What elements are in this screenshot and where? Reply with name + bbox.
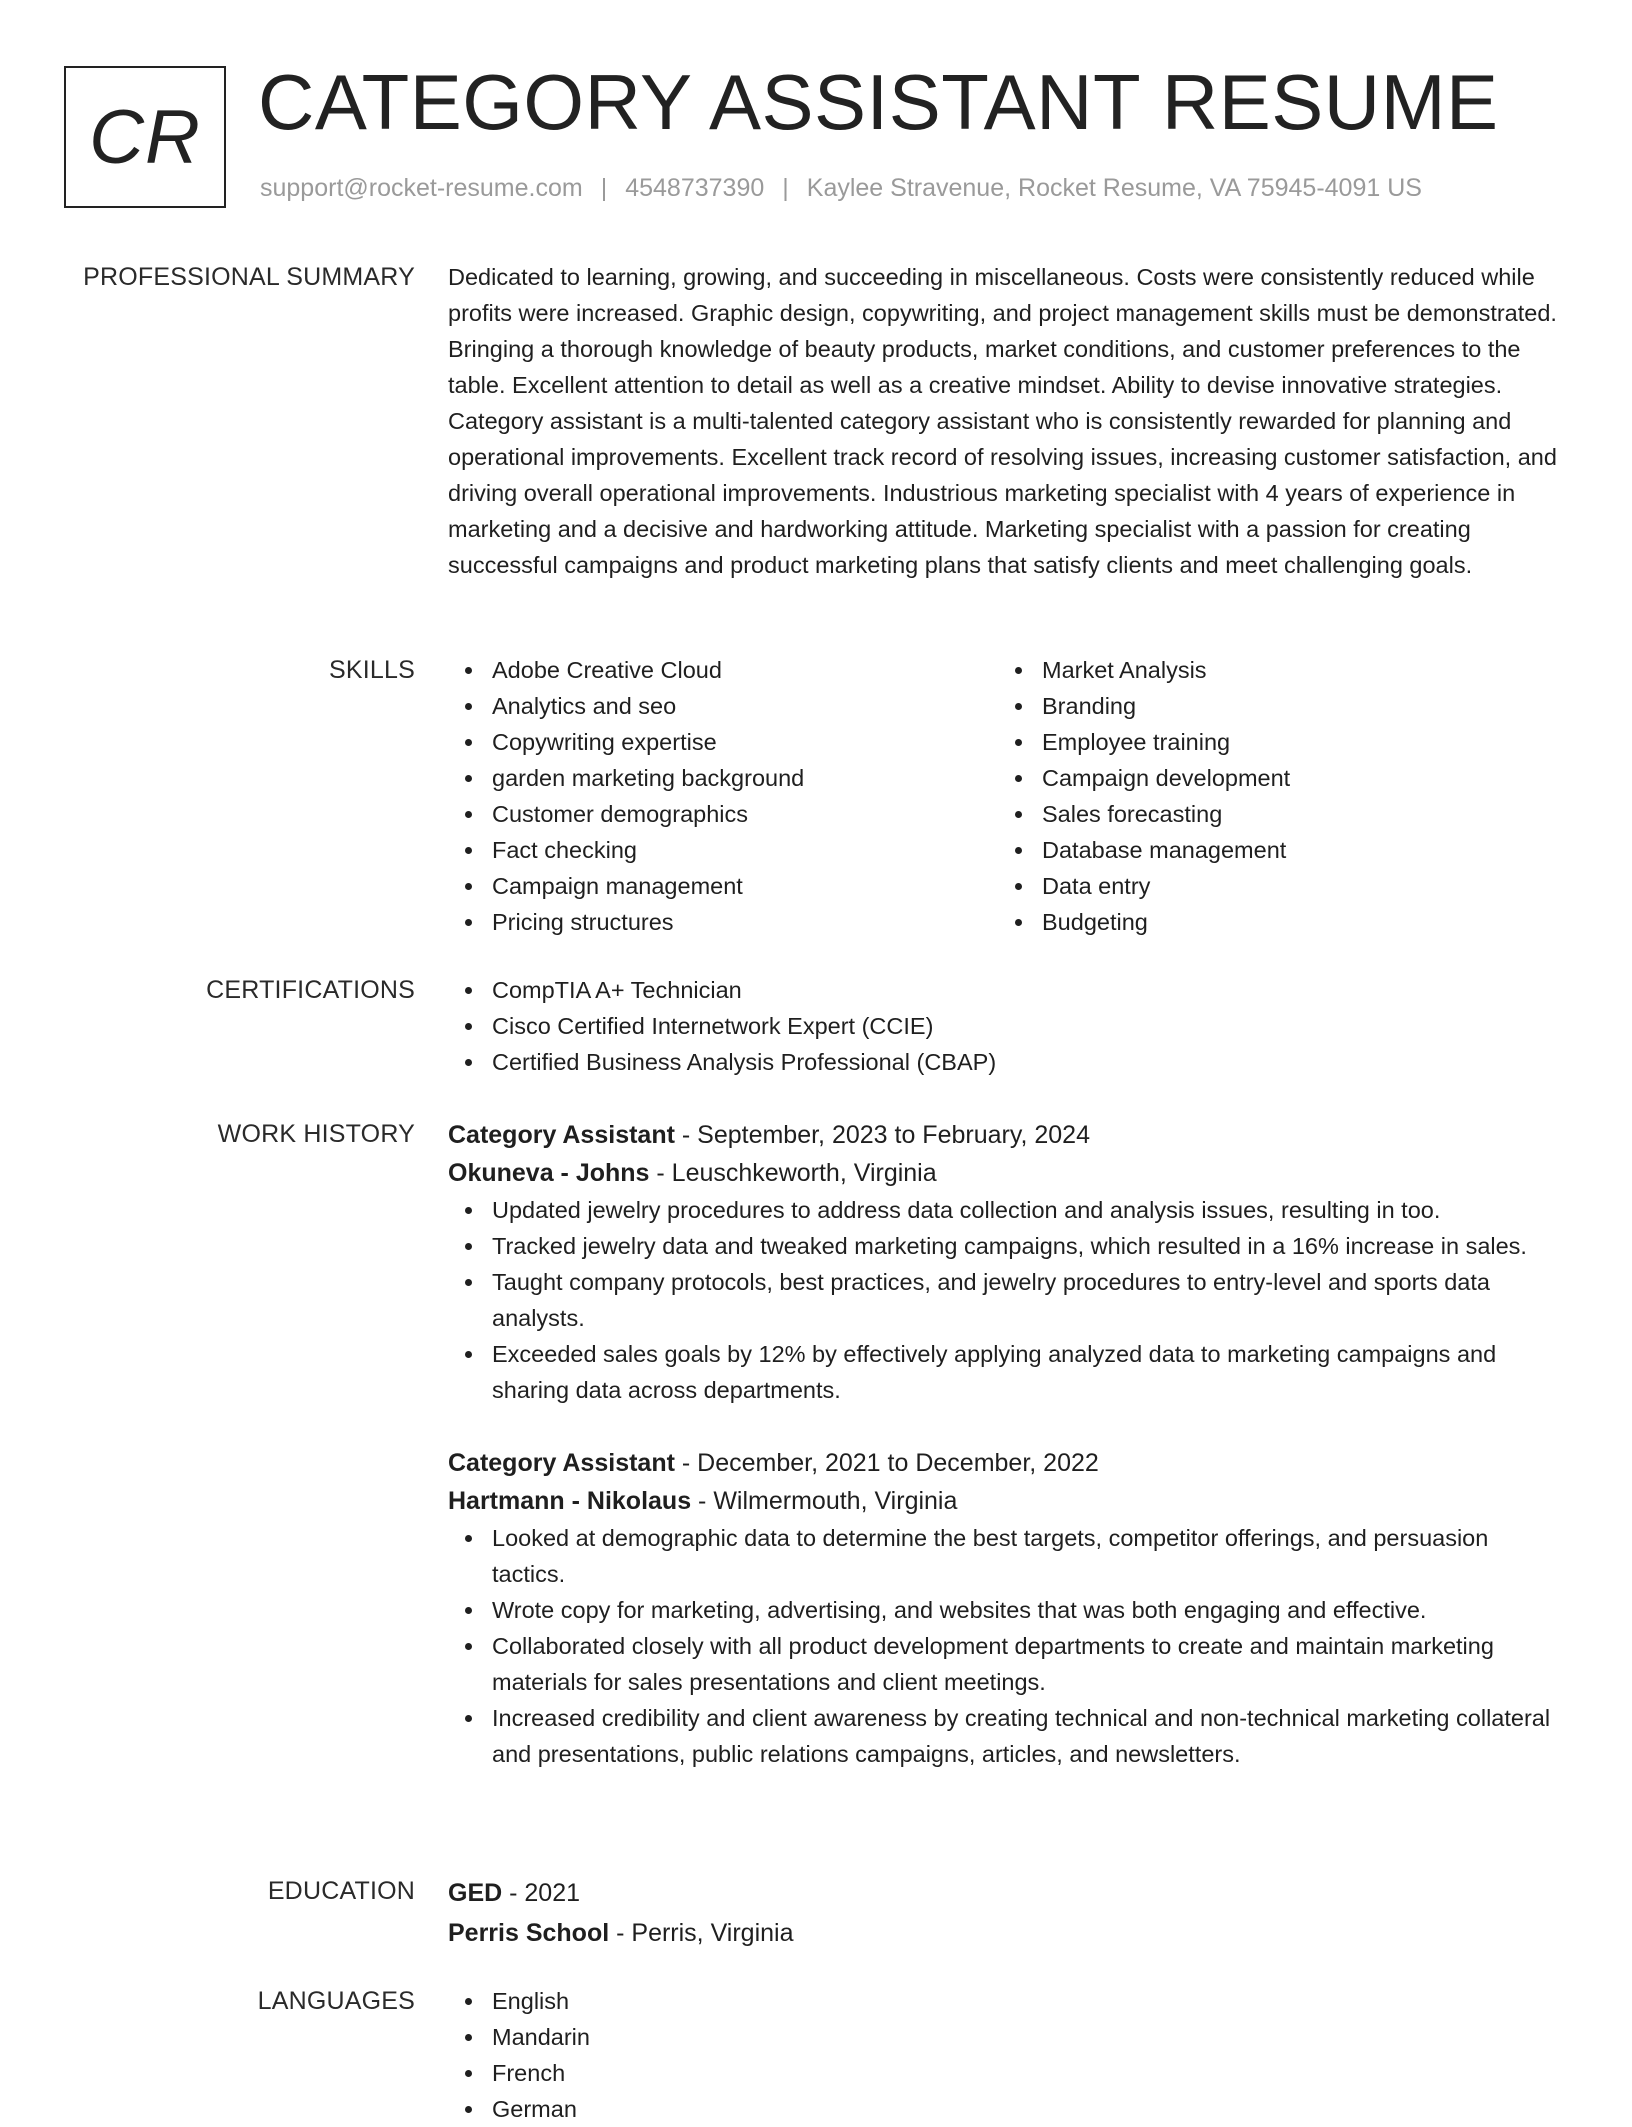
languages-list: [448, 1983, 1563, 2127]
languages-body: [448, 1983, 1563, 2127]
list-item: Increased credibility and client awareness by creating technical and non-technical marketing collateral and presentations, public relations campaigns, articles, and newsletters.: [448, 1700, 1563, 1772]
list-item: Customer demographics: [448, 796, 998, 832]
list-item: Updated jewelry procedures to address data collection and analysis issues, resulting in too.: [448, 1192, 1563, 1228]
list-item: French: [448, 2055, 1563, 2091]
dash: -: [502, 1879, 525, 1907]
list-item: Exceeded sales goals by 12% by effectively applying analyzed data to marketing campaigns and sharing data across departments.: [448, 1336, 1563, 1408]
contact-separator: |: [600, 174, 608, 202]
list-item: Tracked jewelry data and tweaked marketing campaigns, which resulted in a 16% increase in sales.: [448, 1228, 1563, 1264]
list-item: Branding: [998, 688, 1548, 724]
languages-label: LANGUAGES: [257, 1987, 415, 2015]
job-bullets: [448, 1192, 1563, 1408]
skills-body: [448, 652, 1563, 940]
job-title: Category Assistant: [448, 1449, 675, 1477]
list-item: Looked at demographic data to determine the best targets, competitor offerings, and persuasion tactics.: [448, 1520, 1563, 1592]
certifications-label: CERTIFICATIONS: [206, 976, 415, 1004]
education-label: EDUCATION: [267, 1877, 415, 1905]
contact-phone: 4548737390: [625, 174, 765, 202]
list-item: Pricing structures: [448, 904, 998, 940]
list-item: Database management: [998, 832, 1548, 868]
dash: -: [649, 1159, 672, 1187]
dash: -: [609, 1919, 632, 1947]
list-item: garden marketing background: [448, 760, 998, 796]
list-item: Taught company protocols, best practices, and jewelry procedures to entry-level and sports data analysts.: [448, 1264, 1563, 1336]
education-degree: GED: [448, 1879, 503, 1907]
list-item: Certified Business Analysis Professional (CBAP): [448, 1044, 1563, 1080]
list-item: Cisco Certified Internetwork Expert (CCIE): [448, 1008, 1563, 1044]
certifications-body: [448, 972, 1563, 1080]
list-item: German: [448, 2091, 1563, 2127]
job-company: Okuneva - Johns: [448, 1159, 650, 1187]
work-history-label: WORK HISTORY: [217, 1120, 415, 1148]
certifications-list: [448, 972, 1563, 1080]
list-item: English: [448, 1983, 1563, 2019]
list-item: Data entry: [998, 868, 1548, 904]
job-title-line: [448, 1444, 1563, 1482]
list-item: Sales forecasting: [998, 796, 1548, 832]
job-bullets: [448, 1520, 1563, 1772]
list-item: Collaborated closely with all product development departments to create and maintain marketing materials for sales presentations and client meetings.: [448, 1628, 1563, 1700]
education-degree-line: [448, 1873, 1563, 1913]
list-item: CompTIA A+ Technician: [448, 972, 1563, 1008]
contact-address: Kaylee Stravenue, Rocket Resume, VA 75945-4091 US: [806, 174, 1422, 202]
list-item: Copywriting expertise: [448, 724, 998, 760]
resume-title: CATEGORY ASSISTANT RESUME: [258, 58, 1499, 146]
dash: -: [674, 1449, 698, 1477]
job-dates: September, 2023 to February, 2024: [697, 1121, 1090, 1149]
education-school-line: [448, 1913, 1563, 1953]
summary-label: PROFESSIONAL SUMMARY: [83, 263, 415, 291]
summary-body: [448, 259, 1563, 583]
list-item: Analytics and seo: [448, 688, 998, 724]
job-company-line: [448, 1482, 1563, 1520]
education-year: 2021: [524, 1879, 581, 1907]
job-dates: December, 2021 to December, 2022: [697, 1449, 1099, 1477]
job-title: Category Assistant: [448, 1121, 675, 1149]
education-location: Perris, Virginia: [631, 1919, 794, 1947]
monogram-logo: CR: [64, 66, 226, 208]
contact-email: support@rocket-resume.com: [260, 174, 583, 202]
list-item: Campaign management: [448, 868, 998, 904]
list-item: Campaign development: [998, 760, 1548, 796]
dash: -: [691, 1487, 714, 1515]
contact-line: [260, 174, 1422, 203]
job-company-line: [448, 1154, 1563, 1192]
job-entry: [448, 1444, 1563, 1772]
summary-text: Dedicated to learning, growing, and succeeding in miscellaneous. Costs were consistently reduced while profits were increased. Graphic design, copywriting, and project management skills must be demonstrated. Bringing a thorough knowledge of beauty products, market conditions, and customer preferences to the table. Excellent attention to detail as well as a creative mindset. Ability to devise innovative strategies. Category assistant is a multi-talented category assistant who is consistently rewarded for planning and operational improvements. Excellent track record of resolving issues, increasing customer satisfaction, and driving overall operational improvements. Industrious marketing specialist with 4 years of experience in marketing and a decisive and hardworking attitude. Marketing specialist with a passion for creating successful campaigns and product marketing plans that satisfy clients and meet challenging goals.: [448, 264, 1557, 578]
list-item: Employee training: [998, 724, 1548, 760]
skills-list-left: [448, 652, 998, 940]
list-item: Mandarin: [448, 2019, 1563, 2055]
job-company: Hartmann - Nikolaus: [448, 1487, 692, 1515]
education-school: Perris School: [448, 1919, 610, 1947]
list-item: Market Analysis: [998, 652, 1548, 688]
list-item: Wrote copy for marketing, advertising, and websites that was both engaging and effective.: [448, 1592, 1563, 1628]
education-body: [448, 1873, 1563, 1953]
dash: -: [674, 1121, 698, 1149]
skills-label: SKILLS: [329, 656, 415, 684]
list-item: Fact checking: [448, 832, 998, 868]
job-location: Wilmermouth, Virginia: [713, 1487, 958, 1515]
contact-separator: |: [782, 174, 789, 202]
job-title-line: [448, 1116, 1563, 1154]
skills-list-right: [998, 652, 1548, 940]
list-item: Adobe Creative Cloud: [448, 652, 998, 688]
job-entry: [448, 1116, 1563, 1408]
work-history-body: [448, 1116, 1563, 1772]
list-item: Budgeting: [998, 904, 1548, 940]
job-location: Leuschkeworth, Virginia: [671, 1159, 937, 1187]
